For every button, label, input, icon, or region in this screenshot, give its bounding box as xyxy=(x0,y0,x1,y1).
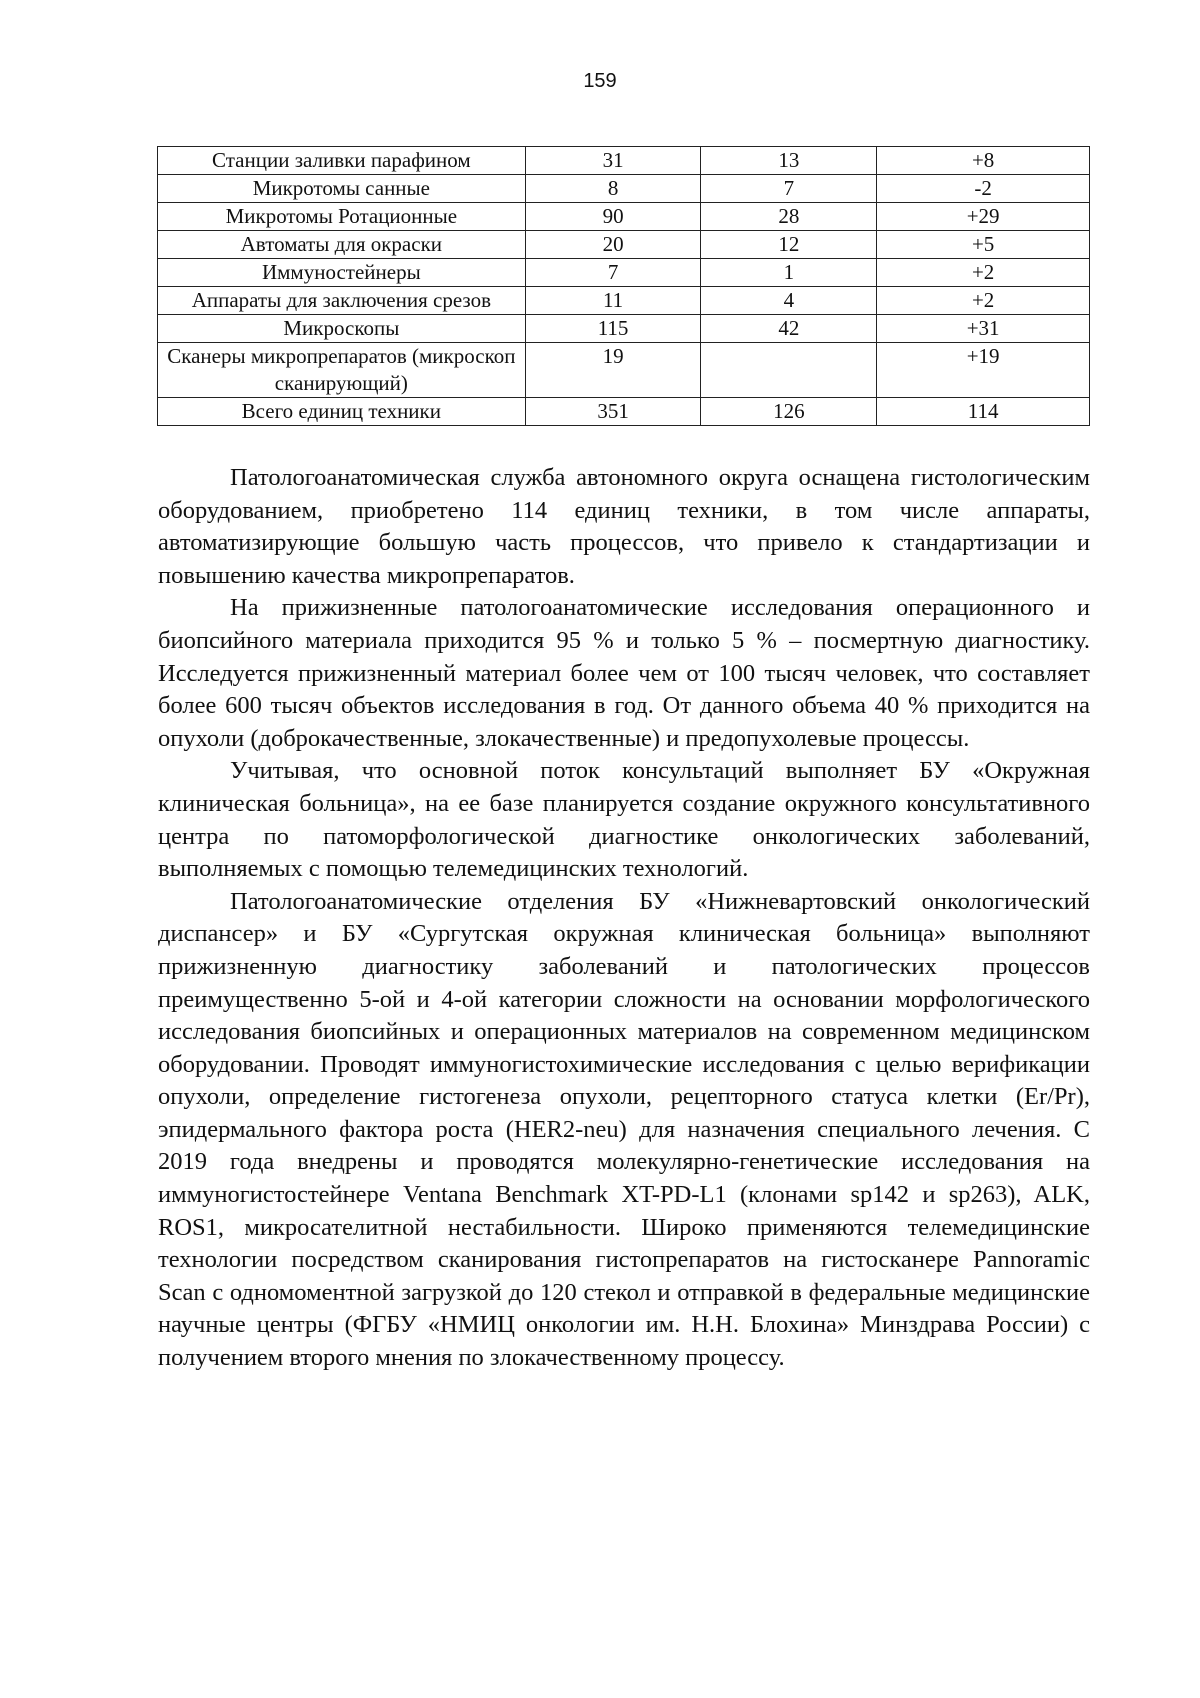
body-text xyxy=(158,462,1090,1375)
paragraph: Учитывая, что основной поток консультаций выполняет БУ «Окружная клиническая больница», на ее базе планируется создание окружного консультативного центра по патоморфологической диагностике онкологических заболеваний, выполняемых с помощью телемедицинских технологий. xyxy=(158,757,1090,883)
equipment-name-cell: Аппараты для заключения срезов xyxy=(158,287,526,315)
change-cell: +5 xyxy=(877,231,1090,259)
change-cell: +2 xyxy=(877,287,1090,315)
table-total-row xyxy=(158,398,1090,426)
table-row xyxy=(158,147,1090,175)
paragraph: Патологоанатомические отделения БУ «Нижневартовский онкологический диспансер» и БУ «Сургутская окружная клиническая больница» выполняют прижизненную диагностику заболеваний и патологических процессов преимущественно 5-ой и 4-ой категории сложности на основании морфологического исследования биопсийных и операционных материалов на современном медицинском оборудовании. Проводят иммуногистохимические исследования с целью верификации опухоли, определение гистогенеза опухоли, рецепторного статуса клетки (Er/Pr), эпидермального фактора роста (HER2-neu) для назначения специального лечения. С 2019 года внедрены и проводятся молекулярно-генетические исследования на иммуногистостейнере Ventana Benchmark XT-PD-L1 (клонами sp142 и sp263), ALK, ROS1, микросателитной нестабильности. Широко применяются телемедицинские технологии посредством сканирования гистопрепаратов на гистосканере Pannoramic Scan с одномоментной загрузкой до 120 стекол и отправкой в федеральные медицинские научные центры (ФГБУ «НМИЦ онкологии им. Н.Н. Блохина» Минздрава России) с получением второго мнения по злокачественному процессу. xyxy=(158,887,1090,1372)
equipment-name-cell: Иммуностейнеры xyxy=(158,259,526,287)
table-row xyxy=(158,287,1090,315)
table-row xyxy=(158,231,1090,259)
value-cell: 20 xyxy=(525,231,701,259)
value-cell xyxy=(701,343,877,398)
value-cell: 31 xyxy=(525,147,701,175)
value-cell: 4 xyxy=(701,287,877,315)
change-cell: +8 xyxy=(877,147,1090,175)
value-cell: 19 xyxy=(525,343,701,398)
value-cell: 115 xyxy=(525,315,701,343)
value-cell: 351 xyxy=(525,398,701,426)
change-cell: +19 xyxy=(877,343,1090,398)
change-cell: +31 xyxy=(877,315,1090,343)
value-cell: 7 xyxy=(701,175,877,203)
change-cell: +29 xyxy=(877,203,1090,231)
value-cell: 90 xyxy=(525,203,701,231)
page-number: 159 xyxy=(583,70,617,92)
table-row xyxy=(158,259,1090,287)
value-cell: 12 xyxy=(701,231,877,259)
equipment-name-cell: Микротомы санные xyxy=(158,175,526,203)
value-cell: 42 xyxy=(701,315,877,343)
value-cell: 1 xyxy=(701,259,877,287)
equipment-name-cell: Всего единиц техники xyxy=(158,398,526,426)
value-cell: 13 xyxy=(701,147,877,175)
equipment-table xyxy=(157,146,1090,426)
table-row xyxy=(158,315,1090,343)
equipment-name-cell: Сканеры микропрепаратов (микроскоп сканирующий) xyxy=(158,343,526,398)
equipment-name-cell: Автоматы для окраски xyxy=(158,231,526,259)
change-cell: -2 xyxy=(877,175,1090,203)
value-cell: 28 xyxy=(701,203,877,231)
table-row xyxy=(158,203,1090,231)
equipment-name-cell: Станции заливки парафином xyxy=(158,147,526,175)
value-cell: 8 xyxy=(525,175,701,203)
table-row xyxy=(158,175,1090,203)
paragraph: На прижизненные патологоанатомические исследования операционного и биопсийного материала приходится 95 % и только 5 % – посмертную диагностику. Исследуется прижизненный материал более чем от 100 тысяч человек, что составляет более 600 тысяч объектов исследования в год. От данного объема 40 % приходится на опухоли (доброкачественные, злокачественные) и предопухолевые процессы. xyxy=(158,594,1090,752)
equipment-name-cell: Микроскопы xyxy=(158,315,526,343)
value-cell: 11 xyxy=(525,287,701,315)
paragraph: Патологоанатомическая служба автономного округа оснащена гистологическим оборудованием, приобретено 114 единиц техники, в том числе аппараты, автоматизирующие большую часть процессов, что привело к стандартизации и повышению качества микропрепаратов. xyxy=(158,464,1090,589)
change-cell: 114 xyxy=(877,398,1090,426)
value-cell: 126 xyxy=(701,398,877,426)
value-cell: 7 xyxy=(525,259,701,287)
table-row xyxy=(158,343,1090,398)
change-cell: +2 xyxy=(877,259,1090,287)
equipment-name-cell: Микротомы Ротационные xyxy=(158,203,526,231)
